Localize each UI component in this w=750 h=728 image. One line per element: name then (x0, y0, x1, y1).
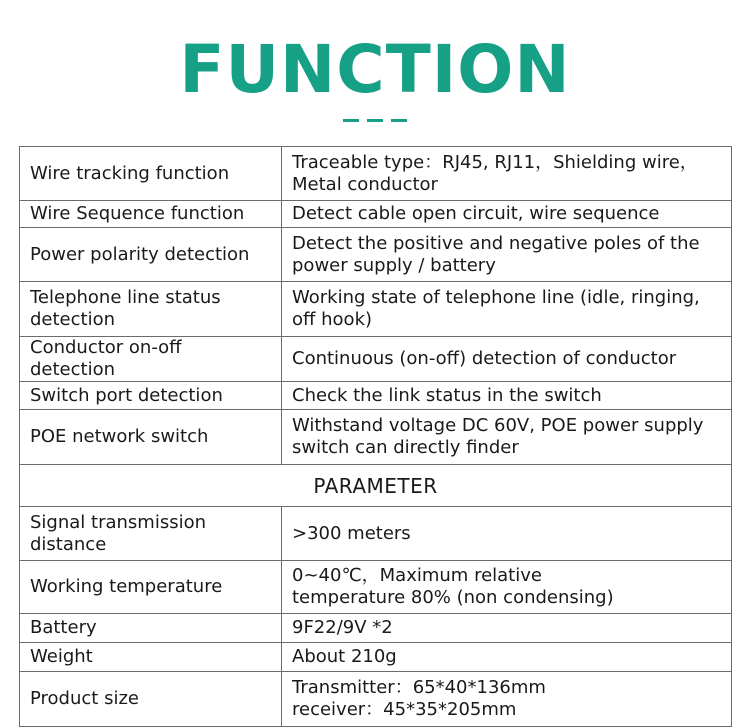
row-label: Wire tracking function (20, 147, 282, 201)
table-row (20, 561, 732, 614)
row-label: POE network switch (20, 410, 282, 465)
table-row (20, 201, 732, 228)
table-row (20, 337, 732, 382)
row-label: Battery (20, 614, 282, 643)
row-value: 0~40℃，Maximum relative temperature 80% (non condensing) (282, 561, 732, 614)
table-row (20, 147, 732, 201)
table-row (20, 672, 732, 727)
row-value: Working state of telephone line (idle, ringing, off hook) (282, 282, 732, 337)
table-row (20, 465, 732, 507)
row-label: Conductor on-off detection (20, 337, 282, 382)
row-label: Product size (20, 672, 282, 727)
row-label: Telephone line status detection (20, 282, 282, 337)
row-value: Transmitter：65*40*136mm receiver：45*35*205mm (282, 672, 732, 727)
row-label: Switch port detection (20, 382, 282, 410)
spec-table (19, 146, 732, 727)
row-label: Signal transmission distance (20, 507, 282, 561)
table-row (20, 282, 732, 337)
page-title: FUNCTION (179, 31, 571, 108)
table-row (20, 507, 732, 561)
section-heading-parameter: PARAMETER (20, 465, 732, 507)
row-value: Detect cable open circuit, wire sequence (282, 201, 732, 228)
title-underline-dashes (343, 119, 407, 123)
row-label: Wire Sequence function (20, 201, 282, 228)
row-label: Weight (20, 643, 282, 672)
row-value: Traceable type：RJ45, RJ11，Shielding wire， Metal conductor (282, 147, 732, 201)
row-value: Continuous (on-off) detection of conductor (282, 337, 732, 382)
table-row (20, 643, 732, 672)
row-value: About 210g (282, 643, 732, 672)
dash-mark (367, 119, 383, 122)
table-row (20, 382, 732, 410)
row-value: Check the link status in the switch (282, 382, 732, 410)
table-row (20, 228, 732, 282)
row-value: >300 meters (282, 507, 732, 561)
row-value: Withstand voltage DC 60V, POE power supply switch can directly finder (282, 410, 732, 465)
row-label: Power polarity detection (20, 228, 282, 282)
row-value: Detect the positive and negative poles of the power supply / battery (282, 228, 732, 282)
row-value: 9F22/9V *2 (282, 614, 732, 643)
table-row (20, 410, 732, 465)
dash-mark (391, 119, 407, 122)
row-label: Working temperature (20, 561, 282, 614)
table-row (20, 614, 732, 643)
dash-mark (343, 119, 359, 122)
